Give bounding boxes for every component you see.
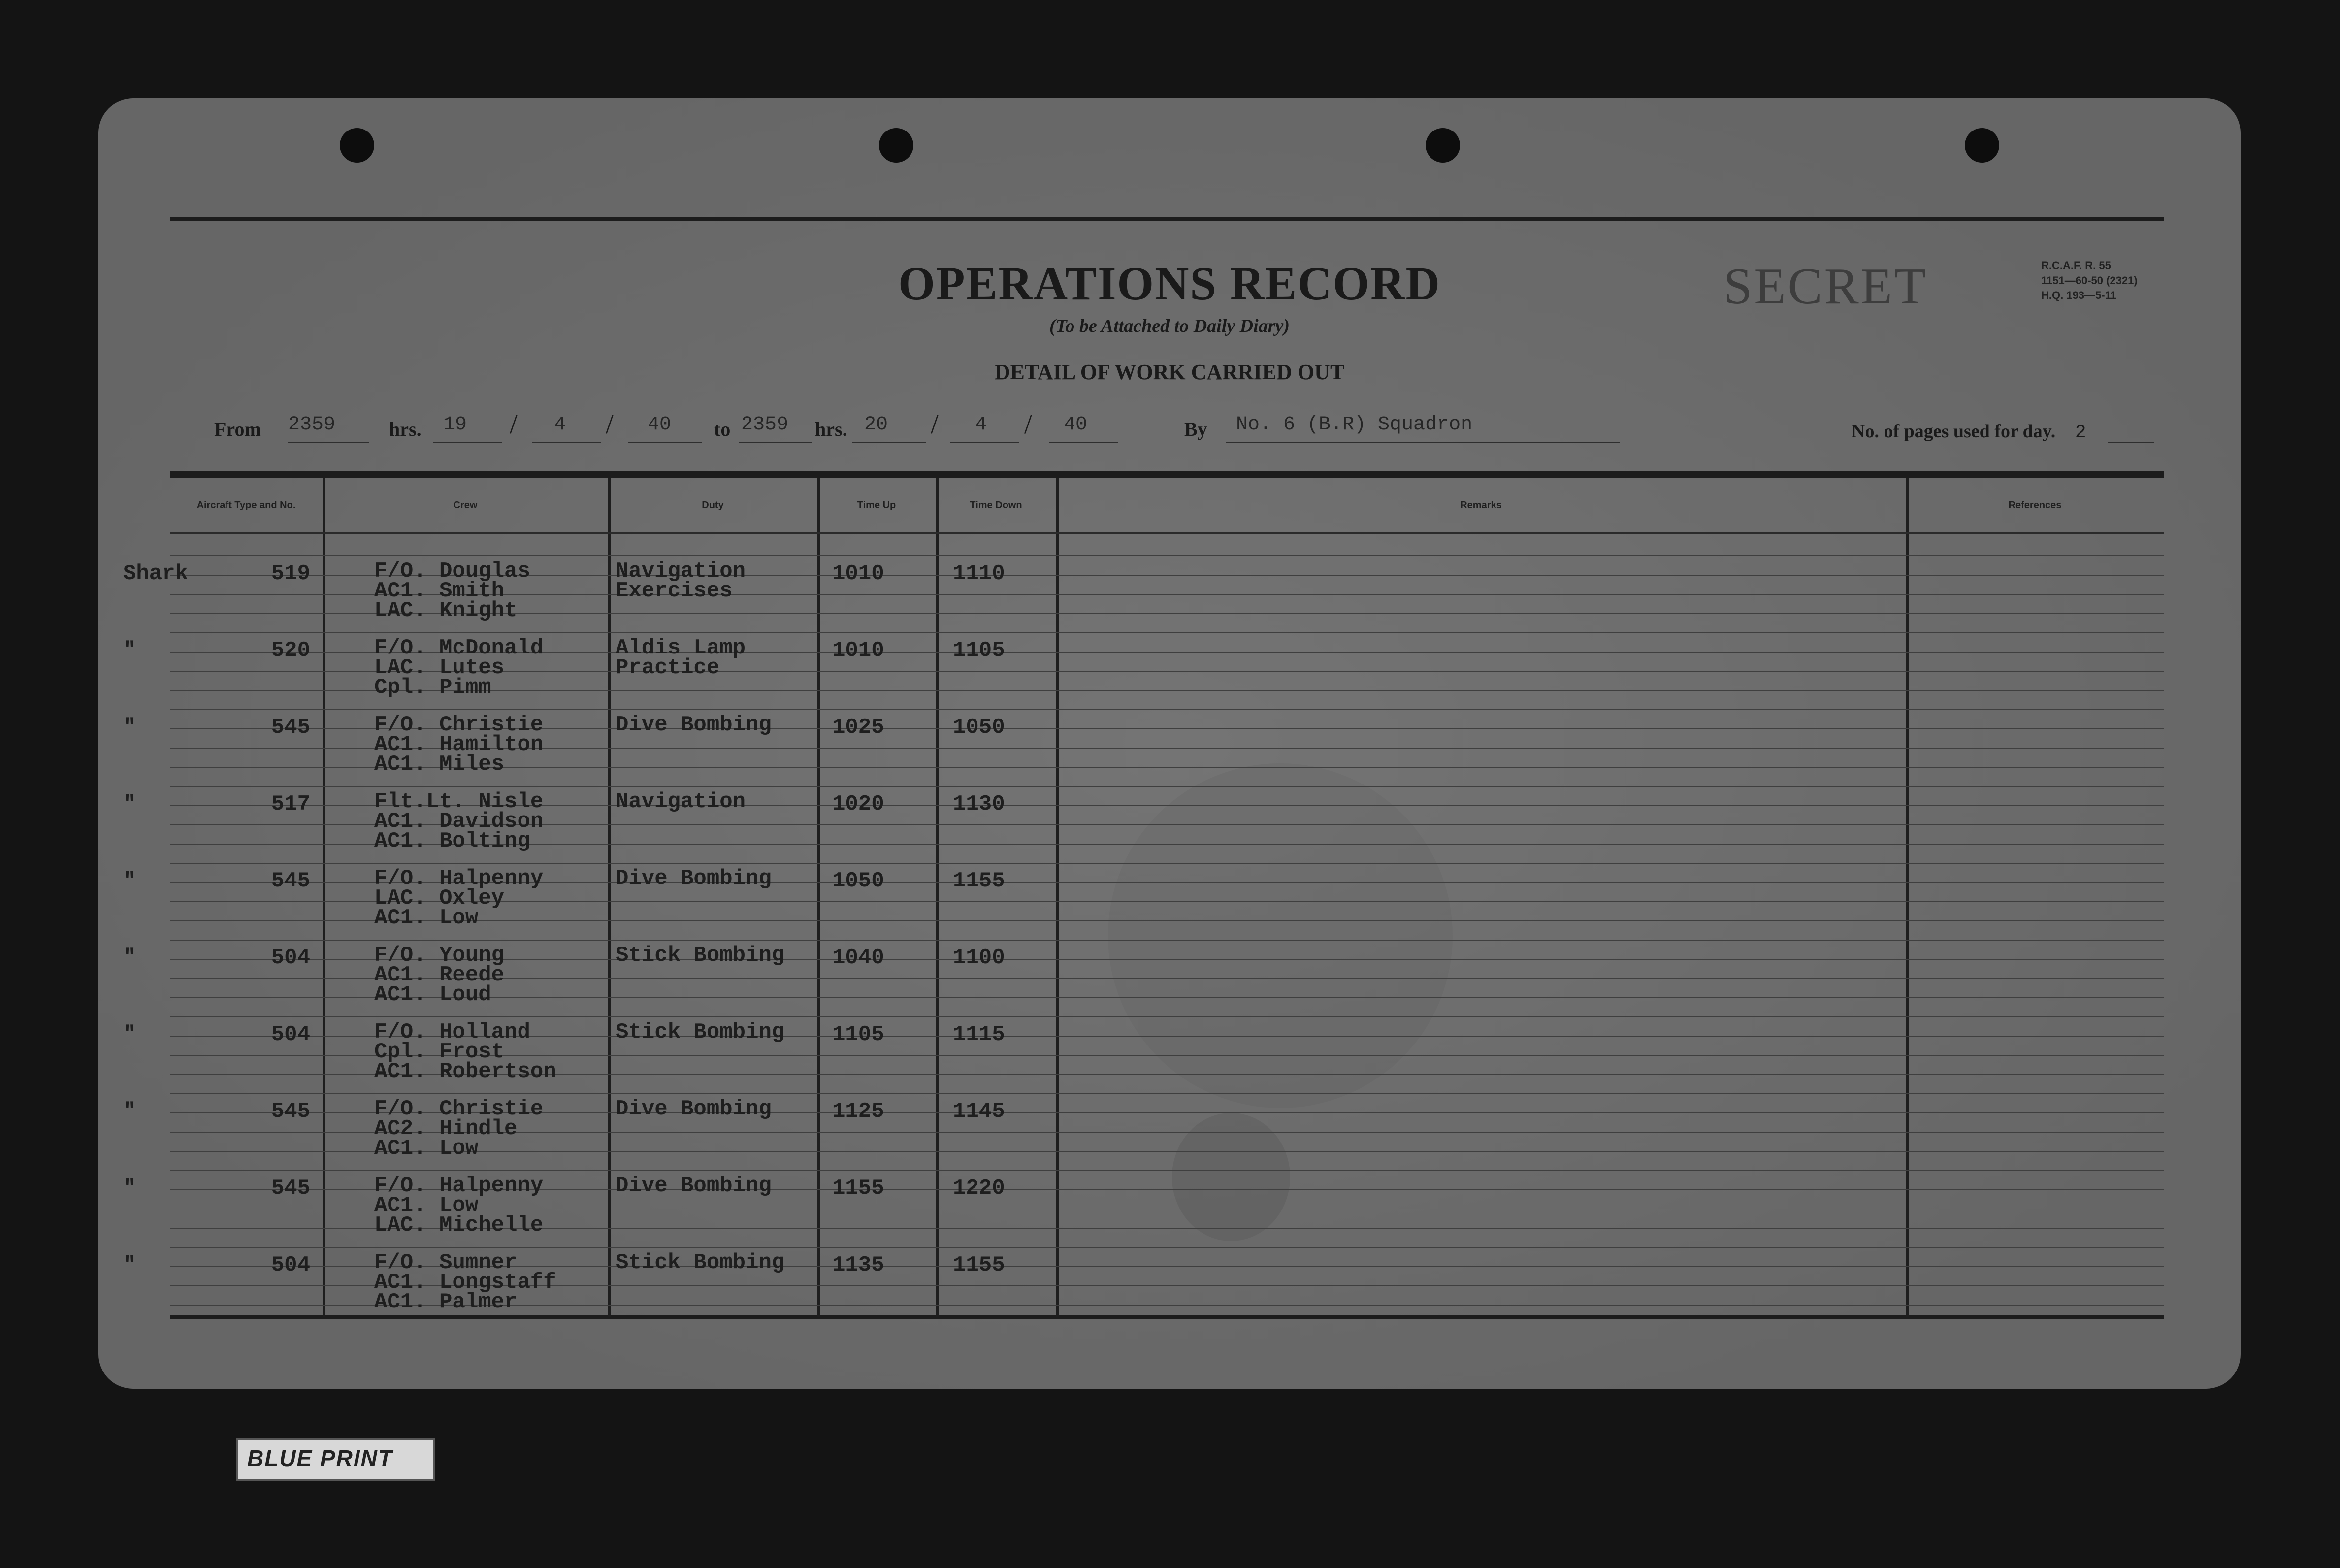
crew-member: AC1. Smith [374,579,505,603]
aircraft-number: 545 [271,715,310,740]
underline [532,442,601,443]
time-down: 1050 [953,715,1005,740]
aircraft-type: Shark [123,561,189,586]
date-separator: / [510,409,518,440]
crew-member: AC1. Low [374,1136,479,1161]
secret-stamp: SECRET [1723,257,1928,315]
underline [288,442,369,443]
aircraft-number: 545 [271,1099,310,1124]
col-aircraft: Aircraft Type and No. [196,500,296,511]
page-subtitle: (To be Attached to Daily Diary) [1049,316,1290,336]
aircraft-number: 517 [271,792,310,817]
crew-member: AC1. Palmer [374,1290,518,1314]
aircraft-type: " [123,946,136,970]
aircraft-number: 545 [271,1176,310,1201]
aircraft-number: 504 [271,1022,310,1047]
crew-member: F/O. Christie [374,713,544,737]
duty-line: Dive Bombing [616,1097,772,1121]
crew-member: F/O. Holland [374,1020,530,1045]
aircraft-number: 545 [271,869,310,893]
duty-line: Stick Bombing [616,943,785,968]
date-separator: / [606,409,614,440]
table-row [98,1022,2241,1099]
crew-list [374,561,530,621]
col-time-up: Time Up [857,500,896,511]
crew-list [374,636,544,700]
underline [950,442,1019,443]
aircraft-type: " [123,792,136,817]
table-row [98,638,2241,715]
date-separator: / [931,409,939,440]
time-up: 1135 [832,1253,884,1277]
pages-used: No. of pages used for day. 2 [1852,421,2086,443]
from-day: 19 [443,414,467,436]
crew-member: AC1. Bolting [374,829,530,853]
punch-hole [1965,128,1999,163]
col-time-down: Time Down [970,500,1022,511]
to-year: 40 [1064,414,1088,436]
time-down: 1130 [953,792,1005,817]
from-month: 4 [554,414,566,436]
crew-member: AC1. Loud [374,982,491,1007]
squadron-name: No. 6 (B.R) Squadron [1236,414,1473,436]
table-row [98,715,2241,792]
duty [616,1176,772,1196]
col-remarks: Remarks [1460,500,1502,511]
time-down: 1220 [953,1176,1005,1201]
time-down: 1155 [953,869,1005,893]
crew-member: AC1. Low [374,906,479,930]
header-rule [170,532,2164,534]
detail-heading: DETAIL OF WORK CARRIED OUT [994,360,1345,384]
crew-member: LAC. Lutes [374,655,505,680]
crew-member: Cpl. Frost [374,1040,505,1064]
duty-line: Dive Bombing [616,713,772,737]
table-row [98,866,2241,946]
aircraft-number: 519 [271,561,310,586]
crew-member: Flt.Lt. Nisle [374,789,544,814]
crew-list [374,1097,544,1161]
time-up: 1010 [832,561,884,586]
table-row [98,1250,2241,1330]
crew-member: LAC. Oxley [374,886,505,911]
duty [616,715,772,735]
crew-member: F/O. Halpenny [374,866,544,891]
aircraft-type: " [123,869,136,893]
crew-list [374,866,544,930]
time-down: 1105 [953,638,1005,663]
duty [616,1099,772,1119]
crew-member: Cpl. Pimm [374,675,491,700]
crew-member: F/O. Christie [374,1097,544,1121]
punch-hole [340,128,374,163]
time-down: 1110 [953,561,1005,586]
time-down: 1100 [953,946,1005,970]
time-down: 1115 [953,1022,1005,1047]
crew-list [374,943,505,1007]
aircraft-type: " [123,1253,136,1277]
crew-list [374,789,544,853]
crew-list [374,1250,556,1314]
aircraft-type: " [123,1099,136,1124]
table-row [98,943,2241,1022]
crew-member: F/O. McDonald [374,636,544,660]
underline [852,442,926,443]
time-up: 1040 [832,946,884,970]
duty-line: Exercises [616,579,733,603]
aircraft-number: 520 [271,638,310,663]
crew-member: F/O. Young [374,943,505,968]
col-crew: Crew [453,500,478,511]
crew-member: LAC. Michelle [374,1213,544,1238]
to-month: 4 [975,414,987,436]
operations-record-card [98,98,2241,1389]
time-up: 1105 [832,1022,884,1047]
date-separator: / [1024,409,1032,440]
duty [616,866,772,891]
crew-member: LAC. Knight [374,598,518,623]
duty-line: Navigation [616,559,746,584]
aircraft-type: " [123,1022,136,1047]
underline [1049,442,1118,443]
crew-member: AC1. Davidson [374,809,544,834]
duty [616,943,785,968]
duty-line: Dive Bombing [616,866,772,891]
table-top-rule [170,471,2164,478]
crew-list [374,1174,544,1238]
aircraft-type: " [123,715,136,740]
time-up: 1050 [832,869,884,893]
duty-line: Aldis Lamp [616,636,746,660]
crew-member: AC1. Longstaff [374,1270,556,1295]
time-up: 1025 [832,715,884,740]
duty-line: Stick Bombing [616,1250,785,1275]
time-down: 1155 [953,1253,1005,1277]
crew-member: AC1. Low [374,1193,479,1218]
underline [2108,442,2154,443]
duty [616,561,746,601]
duty-line: Practice [616,655,720,680]
ledger-line [170,555,2164,556]
crew-member: AC2. Hindle [374,1116,518,1141]
punch-hole [879,128,913,163]
aircraft-type: " [123,638,136,663]
table-row [98,1099,2241,1176]
underline [1226,442,1620,443]
crew-member: F/O. Halpenny [374,1174,544,1198]
to-label: to [714,418,731,440]
time-up: 1125 [832,1099,884,1124]
table-row [98,1176,2241,1253]
crew-member: AC1. Robertson [374,1059,556,1084]
page-title: OPERATIONS RECORD [898,257,1441,310]
crew-member: F/O. Sumner [374,1250,518,1275]
duty [616,1020,785,1045]
duty-line: Stick Bombing [616,1020,785,1045]
crew-list [374,1020,556,1084]
underline [739,442,812,443]
aircraft-type: " [123,1176,136,1201]
crew-member: F/O. Douglas [374,559,530,584]
blue-print-stamp: BLUE PRINT [236,1438,435,1481]
underline [433,442,502,443]
table-row [98,561,2241,638]
top-rule [170,217,2164,221]
punch-hole [1426,128,1460,163]
to-time: 2359 [741,414,789,436]
from-year: 40 [648,414,672,436]
aircraft-number: 504 [271,946,310,970]
underline [628,442,702,443]
col-references: References [2008,500,2062,511]
by-label: By [1184,418,1207,440]
time-up: 1155 [832,1176,884,1201]
from-label: From [214,418,261,440]
crew-member: AC1. Hamilton [374,732,544,757]
duty [616,1250,785,1275]
duty [616,789,746,814]
hrs-label: hrs. [815,418,847,440]
form-reference: R.C.A.F. R. 55 1151—60-50 (2321) H.Q. 193—5-11 [2041,260,2138,301]
crew-member: AC1. Reede [374,963,505,987]
duty [616,638,746,678]
table-row [98,789,2241,869]
from-time: 2359 [288,414,336,436]
crew-member: AC1. Miles [374,752,505,777]
time-up: 1010 [832,638,884,663]
time-down: 1145 [953,1099,1005,1124]
aircraft-number: 504 [271,1253,310,1277]
col-duty: Duty [702,500,724,511]
duty-line: Dive Bombing [616,1174,772,1198]
crew-list [374,713,544,777]
time-up: 1020 [832,792,884,817]
duty-line: Navigation [616,789,746,814]
to-day: 20 [864,414,888,436]
hrs-label: hrs. [389,418,422,440]
